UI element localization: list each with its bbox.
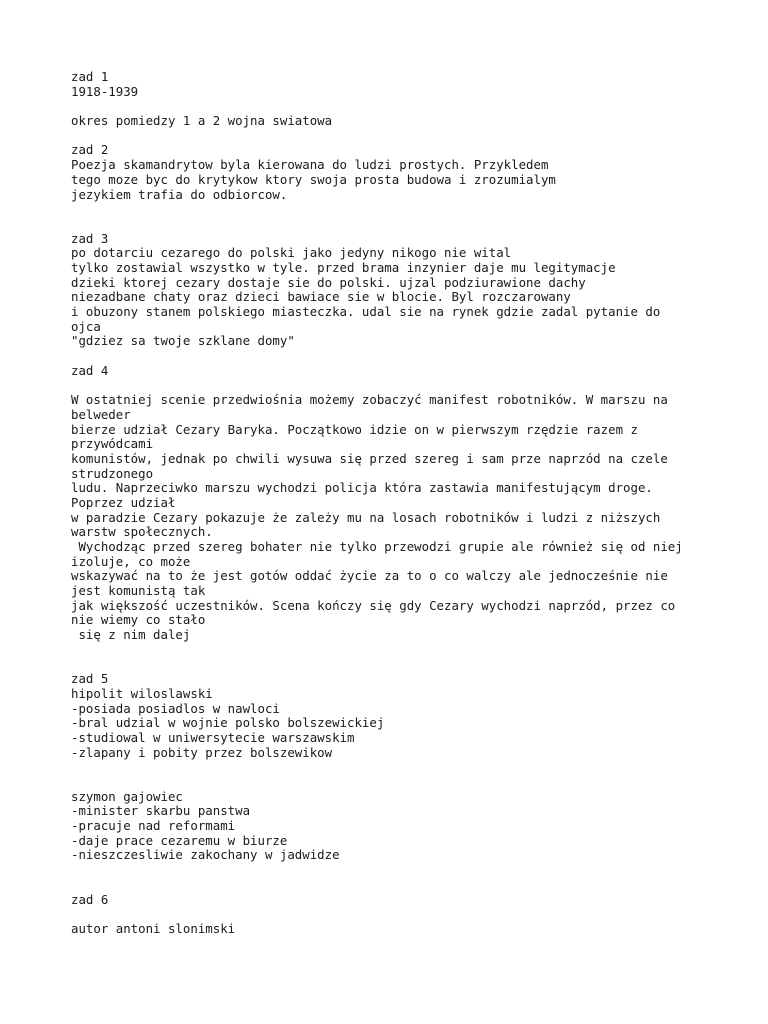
text-line: 1918-1939 (71, 83, 139, 99)
text-line (71, 349, 711, 364)
text-line (71, 643, 711, 658)
text-line (71, 760, 711, 775)
text-line: tego moze byc do krytykow ktory swoja prosta budowa i zrozumialym (71, 171, 556, 187)
text-line: -nieszczesliwie zakochany w jadwidze (71, 847, 340, 863)
text-line: niezadbane chaty oraz dzieci bawiace sie w blocie. Byl rozczarowany (71, 289, 571, 305)
text-line: bierze udział Cezary Baryka. Początkowo idzie on w pierwszym rzędzie razem z (71, 421, 638, 437)
text-line: -pracuje nad reformami (71, 818, 236, 834)
text-line: przywódcami (71, 436, 154, 452)
text-line: wskazywać na to że jest gotów oddać życie za to o co walczy ale jednocześnie nie (71, 568, 668, 584)
document-body (71, 70, 711, 937)
text-line (71, 658, 711, 673)
text-line: zad 5 (71, 671, 109, 687)
text-line: "gdziez sa twoje szklane domy" (71, 333, 295, 349)
text-line: strudzonego (71, 465, 154, 481)
text-line: -bral udzial w wojnie polsko bolszewickiej (71, 715, 385, 731)
text-line (71, 202, 711, 217)
text-line: zad 3 (71, 230, 109, 246)
text-line (71, 129, 711, 144)
text-line (71, 775, 711, 790)
text-line (71, 378, 711, 393)
text-line (71, 863, 711, 878)
text-line: w paradzie Cezary pokazuje że zależy mu na losach robotników i ludzi z niższych (71, 509, 661, 525)
text-line: -minister skarbu panstwa (71, 803, 251, 819)
text-line: warstw społecznych. (71, 524, 213, 540)
text-line: dzieki ktorej cezary dostaje sie do polski. ujzal podziurawione dachy (71, 274, 586, 290)
text-line (71, 907, 711, 922)
text-line: zad 4 (71, 362, 109, 378)
text-line: autor antoni slonimski (71, 920, 236, 936)
text-line: tylko zostawial wszystko w tyle. przed brama inzynier daje mu legitymacje (71, 259, 616, 275)
text-line (71, 99, 711, 114)
text-line: W ostatniej scenie przedwiośnia możemy zobaczyć manifest robotników. W marszu na (71, 392, 668, 408)
text-line (71, 217, 711, 232)
text-line: jak większość uczestników. Scena kończy się gdy Cezary wychodzi naprzód, przez co (71, 597, 676, 613)
text-line: i obuzony stanem polskiego miasteczka. udal sie na rynek gdzie zadal pytanie do (71, 304, 661, 319)
text-line: nie wiemy co stało (71, 612, 206, 628)
text-line: -zlapany i pobity przez bolszewikow (71, 744, 333, 760)
text-line: belweder (71, 406, 131, 422)
text-line: szymon gajowiec (71, 788, 183, 804)
text-line: zad 6 (71, 891, 109, 907)
text-line (71, 878, 711, 893)
text-line: Poprzez udział (71, 494, 176, 510)
text-line: ludu. Naprzeciwko marszu wychodzi policja która zastawia manifestującym droge. (71, 480, 653, 496)
text-line: zad 2 (71, 142, 109, 158)
text-line: -posiada posiadlos w nawloci (71, 700, 280, 716)
text-line: -daje prace cezaremu w biurze (71, 832, 288, 848)
text-line: Poezja skamandrytow byla kierowana do ludzi prostych. Przykledem (71, 157, 549, 173)
text-line: hipolit wiloslawski (71, 685, 213, 701)
text-line: jest komunistą tak (71, 583, 206, 599)
text-line: izoluje, co może (71, 553, 191, 569)
text-line: okres pomiedzy 1 a 2 wojna swiatowa (71, 113, 333, 129)
text-line: ojca (71, 318, 101, 334)
text-line: -studiowal w uniwersytecie warszawskim (71, 729, 355, 745)
text-line: jezykiem trafia do odbiorcow. (71, 186, 288, 202)
text-line: Wychodząc przed szereg bohater nie tylko przewodzi grupie ale również się od niej (71, 539, 683, 554)
text-line: się z nim dalej (71, 627, 191, 643)
text-line: komunistów, jednak po chwili wysuwa się przed szereg i sam prze naprzód na czele (71, 450, 668, 466)
text-line: zad 1 (71, 69, 109, 84)
text-line: po dotarciu cezarego do polski jako jedyny nikogo nie wital (71, 245, 512, 261)
